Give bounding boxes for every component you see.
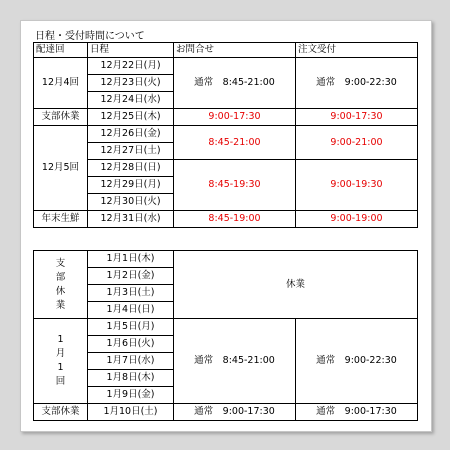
date-cell: 12月27日(土) [88,143,174,160]
label-char: 月 [55,348,66,359]
order-hours: 通常 9:00-22:30 [296,319,418,404]
table-row [34,404,418,421]
order-hours: 9:00-19:30 [296,160,418,211]
inquiry-hours: 通常 8:45-21:00 [174,319,296,404]
inquiry-hours: 通常 9:00-17:30 [174,404,296,421]
date-cell: 1月2日(金) [88,268,174,285]
date-cell: 1月1日(木) [88,251,174,268]
table-row [34,251,418,268]
date-cell: 12月22日(月) [88,58,174,75]
label-char: 部 [55,271,66,283]
date-cell: 12月23日(火) [88,75,174,92]
date-cell: 12月25日(木) [88,109,174,126]
delivery-label: 支部休業 [34,109,88,126]
order-hours: 通常 9:00-22:30 [296,58,418,109]
header-order: 注文受付 [296,43,418,58]
inquiry-hours: 9:00-17:30 [174,109,296,126]
page-title: 日程・受付時間について [35,31,145,42]
date-cell: 12月28日(日) [88,160,174,177]
label-char: 業 [55,299,66,311]
date-cell: 1月3日(土) [88,285,174,302]
table-row [34,109,418,126]
date-cell: 12月24日(水) [88,92,174,109]
table-row [34,319,418,336]
table-header-row [34,43,418,58]
label-char: 回 [55,376,66,387]
delivery-label: 支部休業 [34,404,88,421]
delivery-label: 12月4回 [34,58,88,109]
date-cell: 1月4日(日) [88,302,174,319]
schedule-table-december [33,42,418,228]
table-row [34,211,418,228]
inquiry-hours: 8:45-21:00 [174,126,296,160]
inquiry-hours: 通常 8:45-21:00 [174,58,296,109]
date-cell: 12月31日(水) [88,211,174,228]
label-char: 1 [57,362,64,373]
delivery-label: 12月5回 [34,126,88,211]
delivery-label: 年末生鮮 [34,211,88,228]
date-cell: 12月26日(金) [88,126,174,143]
order-hours: 9:00-21:00 [296,126,418,160]
date-cell: 1月7日(水) [88,353,174,370]
order-hours: 9:00-17:30 [296,109,418,126]
table-row [34,58,418,75]
date-cell: 12月29日(月) [88,177,174,194]
schedule-table-january [33,250,418,421]
order-hours: 通常 9:00-17:30 [296,404,418,421]
table-row [34,160,418,177]
label-char: 支 [55,257,66,269]
closed-status: 休業 [174,251,418,319]
table-row [34,126,418,143]
date-cell: 1月9日(金) [88,387,174,404]
delivery-label-vertical [34,319,88,404]
label-char: 1 [57,334,64,345]
label-char: 休 [55,285,66,297]
header-date: 日程 [88,43,174,58]
date-cell: 1月5日(月) [88,319,174,336]
header-delivery: 配達回 [34,43,88,58]
inquiry-hours: 8:45-19:00 [174,211,296,228]
delivery-label-vertical [34,251,88,319]
header-inquiry: お問合せ [174,43,296,58]
date-cell: 1月6日(火) [88,336,174,353]
date-cell: 1月10日(土) [88,404,174,421]
order-hours: 9:00-19:00 [296,211,418,228]
date-cell: 12月30日(火) [88,194,174,211]
date-cell: 1月8日(木) [88,370,174,387]
inquiry-hours: 8:45-19:30 [174,160,296,211]
